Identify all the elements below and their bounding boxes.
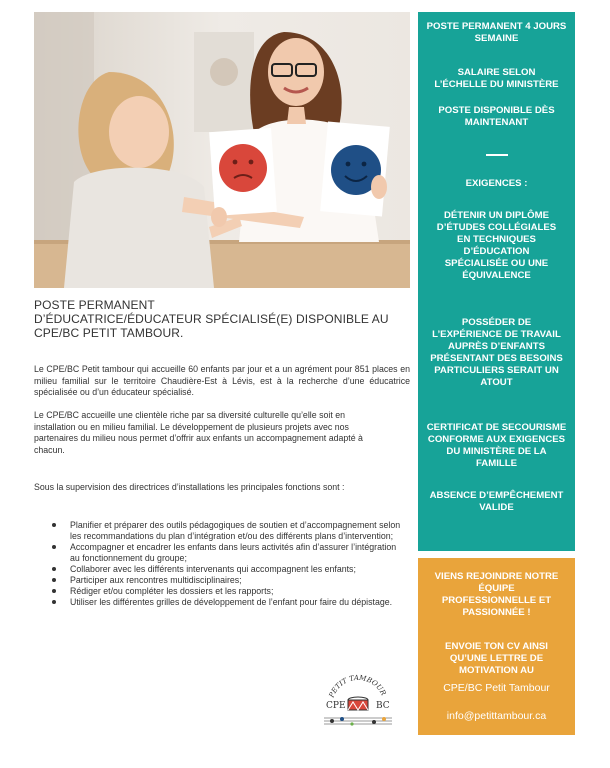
list-item: Utiliser les différentes grilles de développement de l’enfant pour faire du dépistage. <box>48 597 408 608</box>
title-line-3: CPE/BC PETIT TAMBOUR. <box>34 326 184 340</box>
logo <box>318 666 398 728</box>
secourisme-text: CERTIFICAT DE SECOURISME CONFORME AUX EXIGENCES DU MINISTÈRE DE LA FAMILLE <box>426 422 567 469</box>
svg-text:CPE: CPE <box>326 701 346 711</box>
sad-face-icon <box>219 144 267 192</box>
salaire-text: SALAIRE SELON L’ÉCHELLE DU MINISTÈRE <box>434 67 559 90</box>
apply-panel <box>418 558 575 735</box>
send-text: ENVOIE TON CV AINSI QU’UNE LETTRE DE MOTIVATION AU <box>445 641 548 676</box>
divider <box>486 154 508 156</box>
bullet-icon <box>52 589 56 593</box>
hero-photo <box>34 12 410 288</box>
bullet-icon <box>52 600 56 604</box>
task-list <box>48 520 408 608</box>
requirements-panel <box>418 12 575 551</box>
title-line-2: D’ÉDUCATRICE/ÉDUCATEUR SPÉCIALISÉ(E) DISPONIBLE AU <box>34 312 389 326</box>
bullet-icon <box>52 523 56 527</box>
exigences-heading: EXIGENCES : <box>465 178 528 189</box>
list-item: Accompagner et encadrer les enfants dans leurs activités afin d’assurer l’intégration au fonctionnement du groupe; <box>48 542 408 564</box>
svg-text:PETIT TAMBOUR: PETIT TAMBOUR <box>327 673 388 699</box>
teacher-child-photo <box>34 12 410 288</box>
empechement-text: ABSENCE D’EMPÊCHEMENT VALIDE <box>429 490 564 513</box>
join-text: VIENS REJOINDRE NOTRE ÉQUIPE PROFESSIONNELLE ET PASSIONNÉE ! <box>434 571 559 618</box>
title-line-1: POSTE PERMANENT <box>34 298 155 312</box>
bullet-icon <box>52 545 56 549</box>
svg-text:BC: BC <box>376 701 390 711</box>
list-item: Participer aux rencontres multidisciplinaires; <box>48 575 408 586</box>
disponible-text: POSTE DISPONIBLE DÈS MAINTENANT <box>438 105 555 128</box>
intro-paragraph: Le CPE/BC Petit tambour qui accueille 60 enfants par jour et a un agrément pour 851 places en milieu familial sur le territoire Chaudière-Est à Lévis, est à la recherche d’une éducatrice spécialisée ou d’un éducateur spécialisé. <box>34 364 410 397</box>
poste-text: POSTE PERMANENT 4 JOURS SEMAINE <box>426 21 567 44</box>
bullet-icon <box>52 567 56 571</box>
experience-text: POSSÉDER DE L’EXPÉRIENCE DE TRAVAIL AUPRÈS D’ENFANTS PRÉSENTANT DES BESOINS PARTICULIERS SERAIT UN ATOUT <box>430 317 563 388</box>
email-link[interactable]: info@petittambour.ca <box>446 710 547 722</box>
clientele-paragraph: Le CPE/BC accueille une clientèle riche par sa diversité culturelle qu’elle soit en installation ou en milieu familial. Le développement de plusieurs projets avec nos partenaires du milieu nous permet d’offrir aux enfants un accompagnement adapté à chacun. <box>34 410 363 455</box>
list-item: Collaborer avec les différents intervenants qui accompagnent les enfants; <box>48 564 408 575</box>
supervision-paragraph: Sous la supervision des directrices d’installations les principales fonctions sont : <box>34 482 345 492</box>
bullet-icon <box>52 578 56 582</box>
list-item: Rédiger et/ou compléter les dossiers et les rapports; <box>48 586 408 597</box>
org-name: CPE/BC Petit Tambour <box>443 682 550 694</box>
page-title <box>34 298 406 340</box>
list-item: Planifier et préparer des outils pédagogiques de soutien et d’accompagnement selon les recommandations du plan d’intégration et/ou des différents plans d’intervention; <box>48 520 408 542</box>
diplome-text: DÉTENIR UN DIPLÔME D’ÉTUDES COLLÉGIALES EN TECHNIQUES D’ÉDUCATION SPÉCIALISÉE OU UNE ÉQUIVALENCE <box>436 210 557 281</box>
drum-logo-icon <box>318 666 398 728</box>
